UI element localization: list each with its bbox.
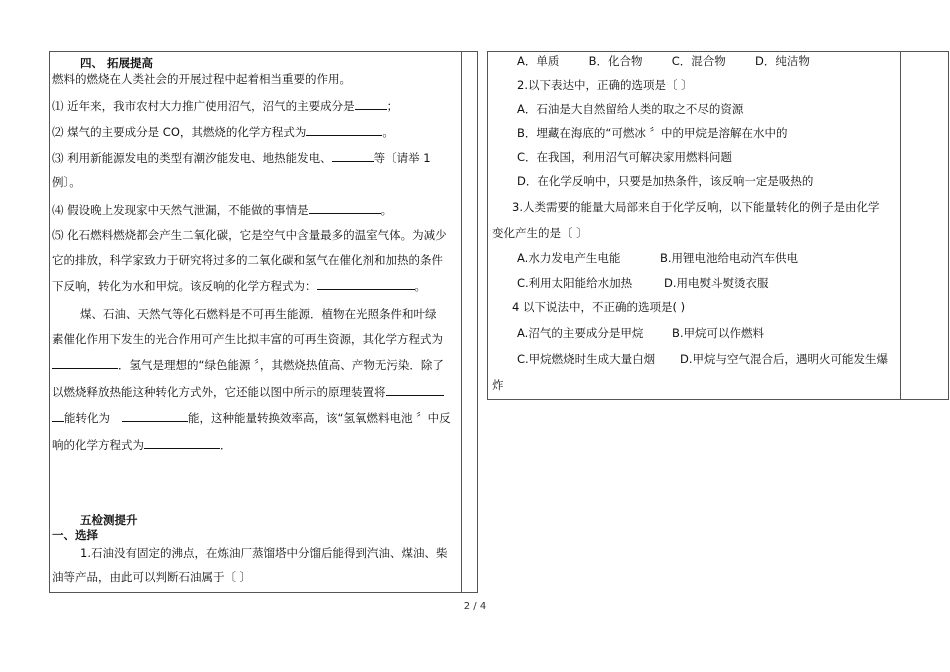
paragraph-line6	[52, 436, 232, 453]
paragraph-line4-text: 以燃烧释放热能这种转化方式外，它还能以图中所示的原理装置将	[52, 385, 386, 399]
choice-2-option-d[interactable]: D．在化学反响中，只要是加热条件，该反响一定是吸热的	[517, 174, 814, 188]
paragraph-line3	[52, 356, 444, 373]
choice-3-stem-line1: 3.人类需要的能量大局部来自于化学反响，以下能量转化的例子是由化学	[512, 200, 880, 214]
page-number: 2 / 4	[463, 601, 487, 612]
q1-text: ⑴ 近年来，我市农村大力推广使用沼气，沼气的主要成分是	[52, 99, 355, 113]
choice-4-option-c[interactable]: C.甲烷燃烧时生成大量白烟	[517, 352, 656, 366]
question-3-cont: 例〕。	[52, 175, 81, 189]
question-4	[52, 201, 392, 218]
choice-4-option-d[interactable]: D.甲烷与空气混合后，遇明火可能发生爆	[680, 352, 889, 366]
question-5-line1: ⑸ 化石燃料燃烧都会产生二氧化碳，它是空气中含量最多的温室气体。为减少	[52, 228, 447, 242]
choice-4-option-b[interactable]: B.甲烷可以作燃料	[672, 326, 765, 340]
choice-1-options: A．单质 B．化合物 C．混合物 D．纯洁物	[517, 54, 810, 68]
paragraph-line5	[52, 409, 451, 426]
choice-4-stem: 4 以下说法中，不正确的选项是( )	[512, 300, 686, 314]
question-2	[52, 123, 394, 140]
question-5-line2: 它的排放，科学家致力于研究将过多的二氧化碳和氢气在催化剂和加热的条件	[52, 253, 443, 267]
question-3	[52, 149, 431, 166]
right-panel-divider	[900, 51, 901, 400]
q2-text-end: 。	[382, 125, 394, 139]
q1-text-end: ；	[386, 99, 399, 113]
paragraph-line5-end: 能，这种能量转换效率高，该“氢氧燃料电池 〞中反	[188, 411, 451, 425]
choice-2-option-c[interactable]: C．在我国，利用沼气可解决家用燃料问题	[517, 150, 733, 164]
paragraph-line5-text: 能转化为	[64, 411, 110, 425]
intro-text: 燃料的燃烧在人类社会的开展过程中起着相当重要的作用。	[52, 72, 351, 86]
choice-3-option-b[interactable]: B.用锂电池给电动汽车供电	[660, 251, 799, 265]
paragraph-line6-end: ．	[220, 438, 232, 452]
paragraph-line6-text: 响的化学方程式为	[52, 438, 144, 452]
photosynthesis-equation-blank[interactable]	[52, 356, 118, 369]
energy-source-blank[interactable]	[386, 383, 444, 396]
choice-1-line1: 1.石油没有固定的沸点，在炼油厂蒸馏塔中分馏后能得到汽油、煤油、柴	[80, 546, 448, 560]
choice-3-option-a[interactable]: A.水力发电产生电能	[517, 251, 621, 265]
energy-source-blank-cont	[52, 409, 64, 422]
q4-text-end: 。	[380, 203, 393, 217]
q5-text-end: 。	[414, 279, 426, 293]
question-1	[52, 97, 398, 114]
energy-target-blank[interactable]	[122, 409, 188, 422]
choice-4-option-a[interactable]: A.沼气的主要成分是甲烷	[517, 326, 644, 340]
q2-answer-blank[interactable]	[306, 123, 382, 136]
section4-title: 四、 拓展提高	[80, 56, 154, 70]
q5-answer-blank[interactable]	[317, 277, 415, 290]
paragraph-line4	[52, 383, 444, 400]
q3-text: ⑶ 利用新能源发电的类型有潮汐能发电、地热能发电、	[52, 151, 332, 165]
q4-text: ⑷ 假设晚上发现家中天然气泄漏，不能做的事情是	[52, 203, 309, 217]
choice-3-option-d[interactable]: D.用电熨斗熨烫衣服	[664, 276, 769, 290]
fuel-cell-equation-blank[interactable]	[144, 436, 220, 449]
choice-1-line2: 油等产品，由此可以判断石油属于〔 〕	[52, 570, 252, 584]
choice-2-option-a[interactable]: A．石油是大自然留给人类的取之不尽的资源	[517, 102, 744, 116]
paragraph-line2: 素催化作用下发生的光合作用可产生比拟丰富的可再生资源，其化学方程式为	[52, 332, 443, 346]
paragraph-line3-text: ．氢气是理想的“绿色能源 〞，其燃烧热值高、产物无污染．除了	[118, 358, 444, 372]
section5-title: 五检测提升	[80, 513, 138, 527]
choice-2-stem: 2.以下表达中，正确的选项是〔 〕	[517, 78, 693, 92]
q2-text: ⑵ 煤气的主要成分是 CO，其燃烧的化学方程式为	[52, 125, 307, 139]
choice-3-stem-line2: 变化产生的是〔 〕	[492, 226, 588, 240]
choice-section-title: 一、选择	[52, 528, 98, 542]
choice-4-option-d-cont: 炸	[492, 378, 504, 392]
q4-answer-blank[interactable]	[309, 201, 381, 214]
paragraph-line1: 煤、石油、天然气等化石燃料是不可再生能源．植物在光照条件和叶绿	[80, 307, 437, 321]
q5-text: 下反响，转化为水和甲烷。该反响的化学方程式为：	[52, 279, 317, 293]
left-panel-divider	[461, 51, 462, 593]
choice-2-option-b[interactable]: B．埋藏在海底的“可燃冰 〞中的甲烷是溶解在水中的	[517, 126, 788, 140]
question-5-line3	[52, 277, 426, 294]
q3-text-end: 等〔请举 1	[373, 151, 431, 165]
q1-answer-blank[interactable]	[355, 97, 387, 110]
choice-3-option-c[interactable]: C.利用太阳能给水加热	[517, 276, 633, 290]
q3-answer-blank[interactable]	[332, 149, 374, 162]
